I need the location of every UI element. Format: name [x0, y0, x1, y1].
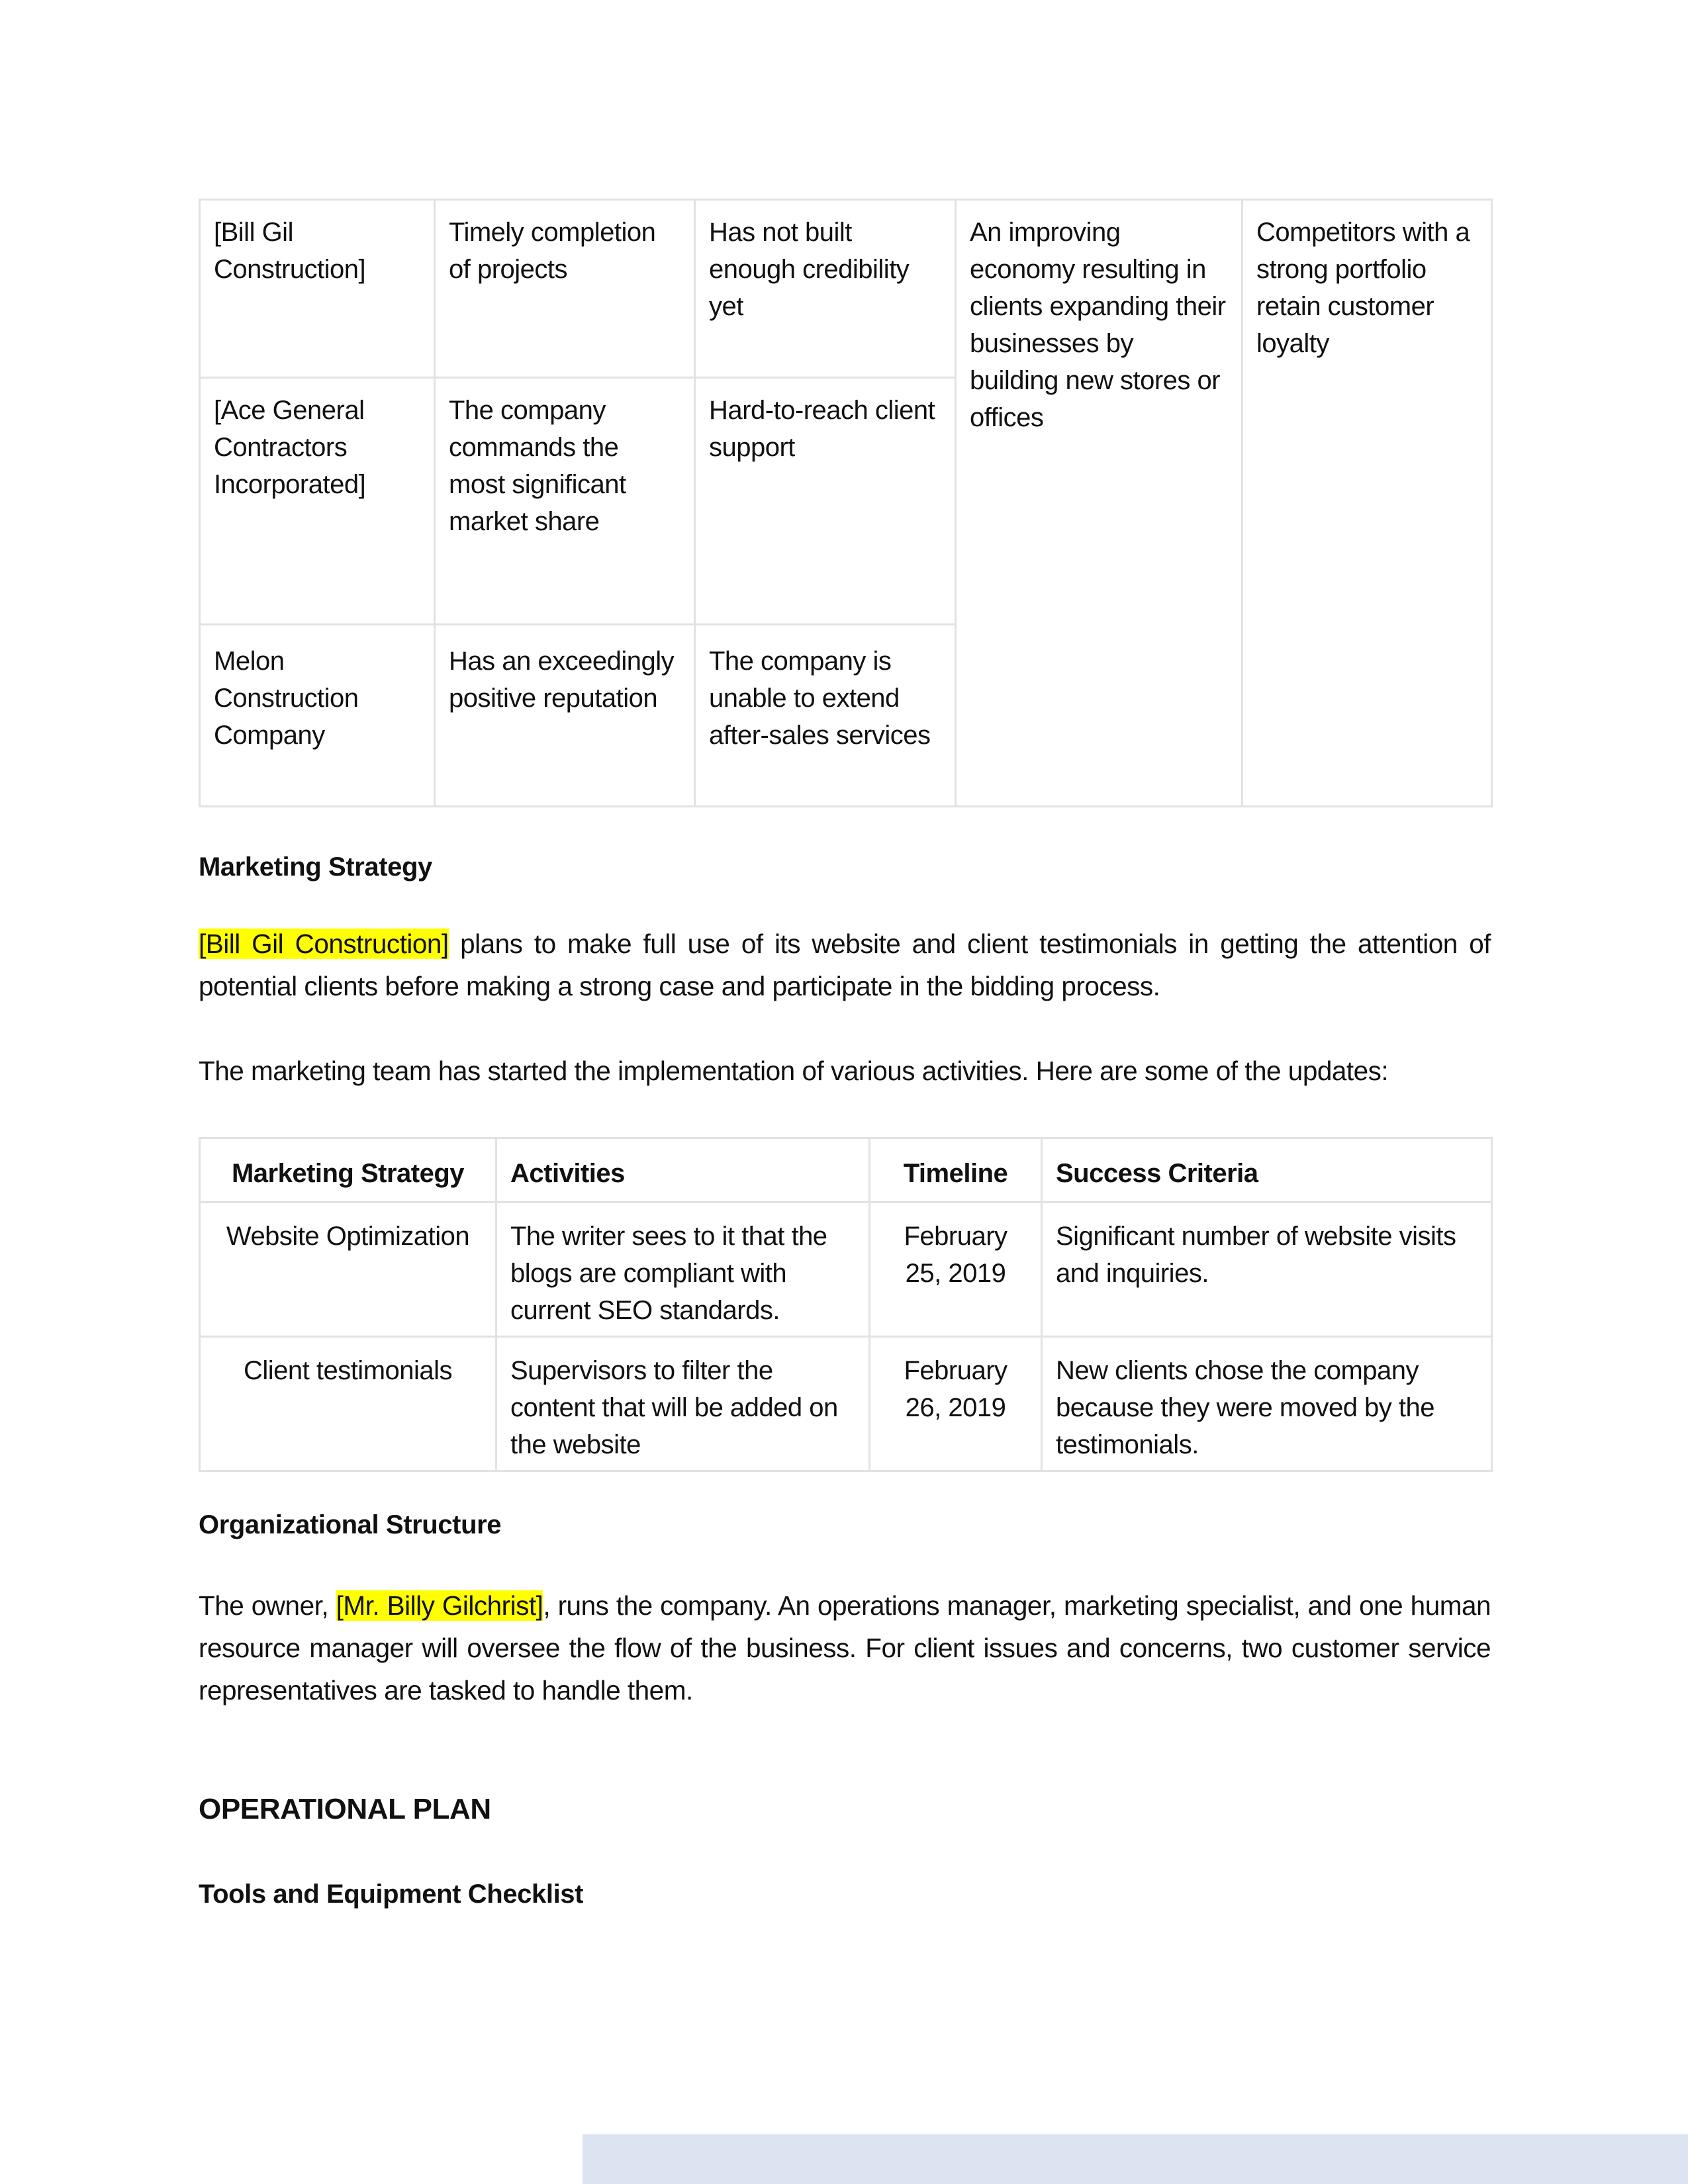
threat-cell: Competitors with a strong portfolio retain customer loyalty	[1243, 200, 1492, 807]
column-header-timeline: Timeline	[870, 1138, 1042, 1203]
organizational-structure-heading: Organizational Structure	[199, 1510, 502, 1539]
timeline-cell: February 25, 2019	[870, 1203, 1042, 1337]
weakness-cell: Has not built enough credibility yet	[695, 200, 956, 378]
document-page	[199, 199, 1491, 1913]
weakness-cell: Hard-to-reach client support	[695, 378, 956, 625]
opportunity-cell: An improving economy resulting in clients expanding their businesses by building new stores or offices	[956, 200, 1243, 807]
column-header-marketing-strategy: Marketing Strategy	[200, 1138, 496, 1203]
strength-cell: The company commands the most significant market share	[435, 378, 695, 625]
weakness-cell: The company is unable to extend after-sales services	[695, 625, 956, 807]
footer-decorative-band	[583, 2134, 1688, 2184]
activity-cell: The writer sees to it that the blogs are compliant with current SEO standards.	[496, 1203, 870, 1337]
marketing-strategy-paragraph	[199, 923, 1491, 1007]
competitor-name-cell: Melon Construction Company	[200, 625, 435, 807]
success-criteria-cell: New clients chose the company because they were moved by the testimonials.	[1042, 1337, 1492, 1471]
table-row	[200, 1203, 1492, 1337]
marketing-updates-intro: The marketing team has started the implementation of various activities. Here are some of the updates:	[199, 1056, 1389, 1086]
column-header-success-criteria: Success Criteria	[1042, 1138, 1492, 1203]
competitor-analysis-table	[199, 199, 1493, 807]
tools-equipment-checklist-heading: Tools and Equipment Checklist	[199, 1880, 584, 1909]
table-row	[200, 1337, 1492, 1471]
strategy-cell: Client testimonials	[200, 1337, 496, 1471]
marketing-activities-table	[199, 1137, 1493, 1472]
strategy-cell: Website Optimization	[200, 1203, 496, 1337]
marketing-strategy-heading: Marketing Strategy	[199, 852, 432, 882]
paragraph-text: , runs the company. An operations manager, marketing specialist, and one human resource manager will oversee the flow of the business. For client issues and concerns, two customer service representatives are tasked to handle them.	[199, 1590, 1491, 1706]
competitor-name-cell: [Ace General Contractors Incorporated]	[200, 378, 435, 625]
paragraph-text: plans to make full use of its website and client testimonials in getting the attention of potential clients before making a strong case and participate in the bidding process.	[199, 929, 1491, 1001]
highlighted-company-placeholder: [Bill Gil Construction]	[199, 929, 449, 959]
timeline-cell: February 26, 2019	[870, 1337, 1042, 1471]
column-header-activities: Activities	[496, 1138, 870, 1203]
paragraph-text: The owner,	[199, 1590, 336, 1621]
organizational-structure-paragraph	[199, 1584, 1491, 1711]
strength-cell: Timely completion of projects	[435, 200, 695, 378]
strength-cell: Has an exceedingly positive reputation	[435, 625, 695, 807]
competitor-name-cell: [Bill Gil Construction]	[200, 200, 435, 378]
highlighted-owner-placeholder: [Mr. Billy Gilchrist]	[336, 1590, 543, 1621]
activity-cell: Supervisors to filter the content that will be added on the website	[496, 1337, 870, 1471]
table-row	[200, 200, 1492, 378]
operational-plan-heading: OPERATIONAL PLAN	[199, 1793, 491, 1825]
table-header-row	[200, 1138, 1492, 1203]
success-criteria-cell: Significant number of website visits and inquiries.	[1042, 1203, 1492, 1337]
